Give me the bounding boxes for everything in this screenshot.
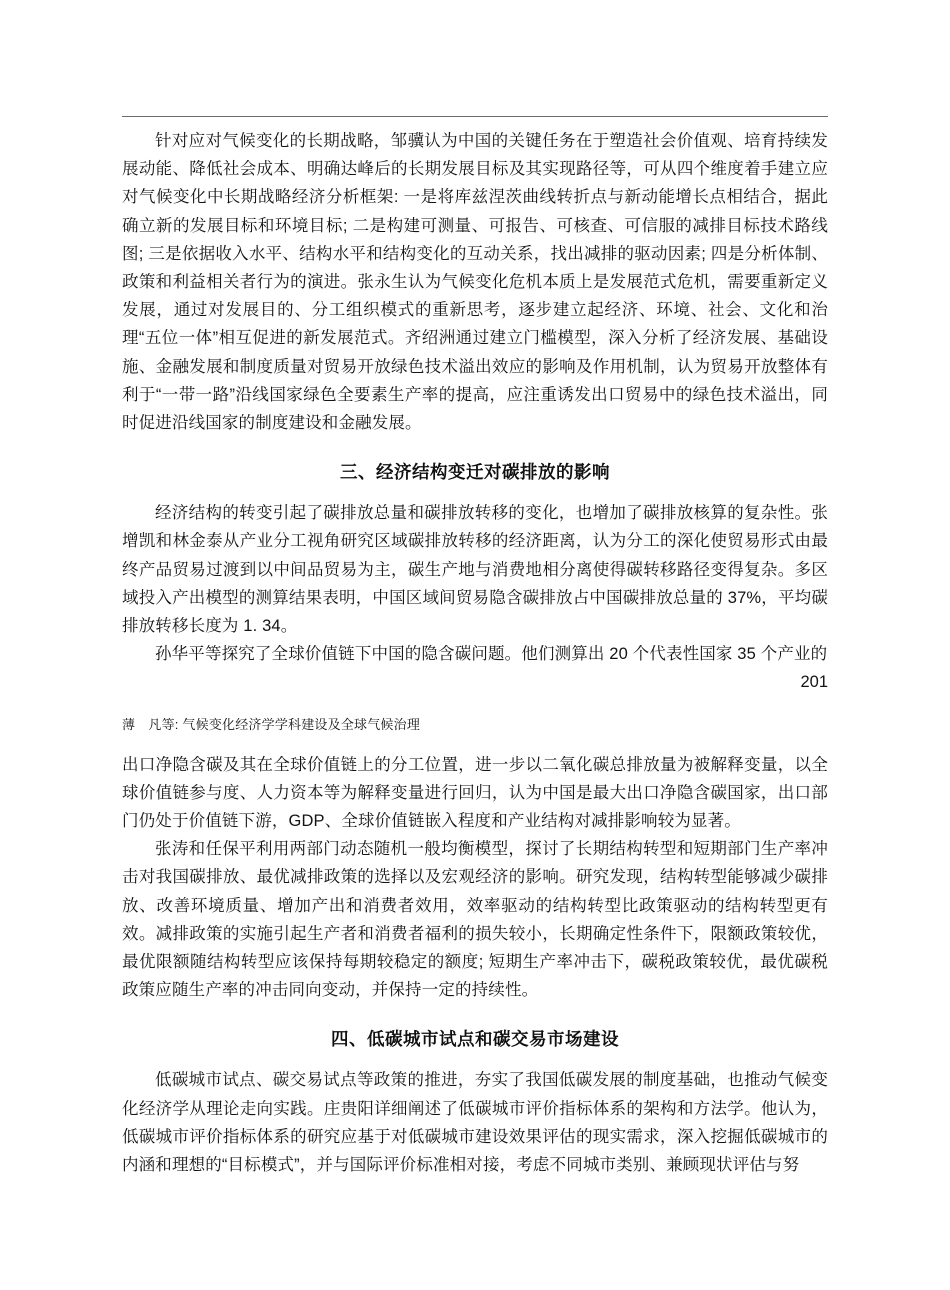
paragraph-low-carbon-city: 低碳城市试点、碳交易试点等政策的推进，夯实了我国低碳发展的制度基础，也推动气候变化经济学从理论走向实践。庄贵阳详细阐述了低碳城市评价指标体系的架构和方法学。他认为，低碳城市评价指标体系的研究应基于对低碳城市建设效果评估的现实需求，深入挖掘低碳城市的内涵和理想的“目标模式”，并与国际评价标准相对接，考虑不同城市类别、兼顾现状评估与努 (122, 1071, 828, 1175)
page-number: 201 (800, 673, 828, 692)
section-title-four: 四、低碳城市试点和碳交易市场建设 (331, 1029, 619, 1050)
section-title-three: 三、经济结构变迁对碳排放的影响 (340, 462, 610, 483)
header-rule (122, 116, 828, 117)
paragraph-global-value-chain-part1: 孙华平等探究了全球价值链下中国的隐含碳问题。他们测算出 20 个代表性国家 35 个产业的 (155, 645, 828, 664)
paragraph-economic-structure: 经济结构的转变引起了碳排放总量和碳排放转移的变化，也增加了碳排放核算的复杂性。张增凯和林金泰从产业分工视角研究区域碳排放转移的经济距离，认为分工的深化使贸易形式由最终产品贸易过渡到以中间品贸易为主，碳生产地与消费地相分离使得碳转移路径变得复杂。多区域投入产出模型的测算结果表明，中国区域间贸易隐含碳排放占中国碳排放总量的 37%，平均碳排放转移长度为 1. 34。 (122, 504, 828, 636)
paragraph-dsge-model: 张涛和任保平利用两部门动态随机一般均衡模型，探讨了长期结构转型和短期部门生产率冲击对我国碳排放、最优减排政策的选择以及宏观经济的影响。研究发现，结构转型能够减少碳排放、改善环境质量、增加产出和消费者效用，效率驱动的结构转型比政策驱动的结构转型更有效。减排政策的实施引起生产者和消费者福利的损失较小，长期确定性条件下，限额政策较优，最优限额随结构转型应该保持每期较稳定的额度; 短期生产率冲击下，碳税政策较优，最优碳税政策应随生产率的冲击同向变动，并保持一定的持续性。 (122, 840, 828, 1000)
page-content-column (122, 0, 828, 1179)
running-head: 薄 凡等: 气候变化经济学学科建设及全球气候治理 (122, 716, 421, 732)
paragraph-global-value-chain-part2: 出口净隐含碳及其在全球价值链上的分工位置，进一步以二氧化碳总排放量为被解释变量，以全球价值链参与度、人力资本等为解释变量进行回归，认为中国是最大出口净隐含碳国家，出口部门仍处于价值链下游，GDP、全球价值链嵌入程度和产业结构对减排影响较为显著。 (122, 755, 828, 831)
paragraph-long-term-strategy: 针对应对气候变化的长期战略，邹骥认为中国的关键任务在于塑造社会价值观、培育持续发展动能、降低社会成本、明确达峰后的长期发展目标及其实现路径等，可从四个维度着手建立应对气候变化中长期战略经济分析框架: 一是将库兹涅茨曲线转折点与新动能增长点相结合，据此确立新的发展目标和环境目标; 二是构建可测量、可报告、可核查、可信服的减排目标技术路线图; 三是依据收入水平、结构水平和结构变化的互动关系，找出减排的驱动因素; 四是分析体制、政策和利益相关者行为的演进。张永生认为气候变化危机本质上是发展范式危机，需要重新定义发展，通过对发展目的、分工组织模式的重新思考，逐步建立起经济、环境、社会、文化和治理“五位一体”相互促进的新发展范式。齐绍洲通过建立门槛模型，深入分析了经济发展、基础设施、金融发展和制度质量对贸易开放绿色技术溢出效应的影响及作用机制，认为贸易开放整体有利于“一带一路”沿线国家绿色全要素生产率的提高，应注重诱发出口贸易中的绿色技术溢出，同时促进沿线国家的制度建设和金融发展。 (122, 132, 828, 433)
